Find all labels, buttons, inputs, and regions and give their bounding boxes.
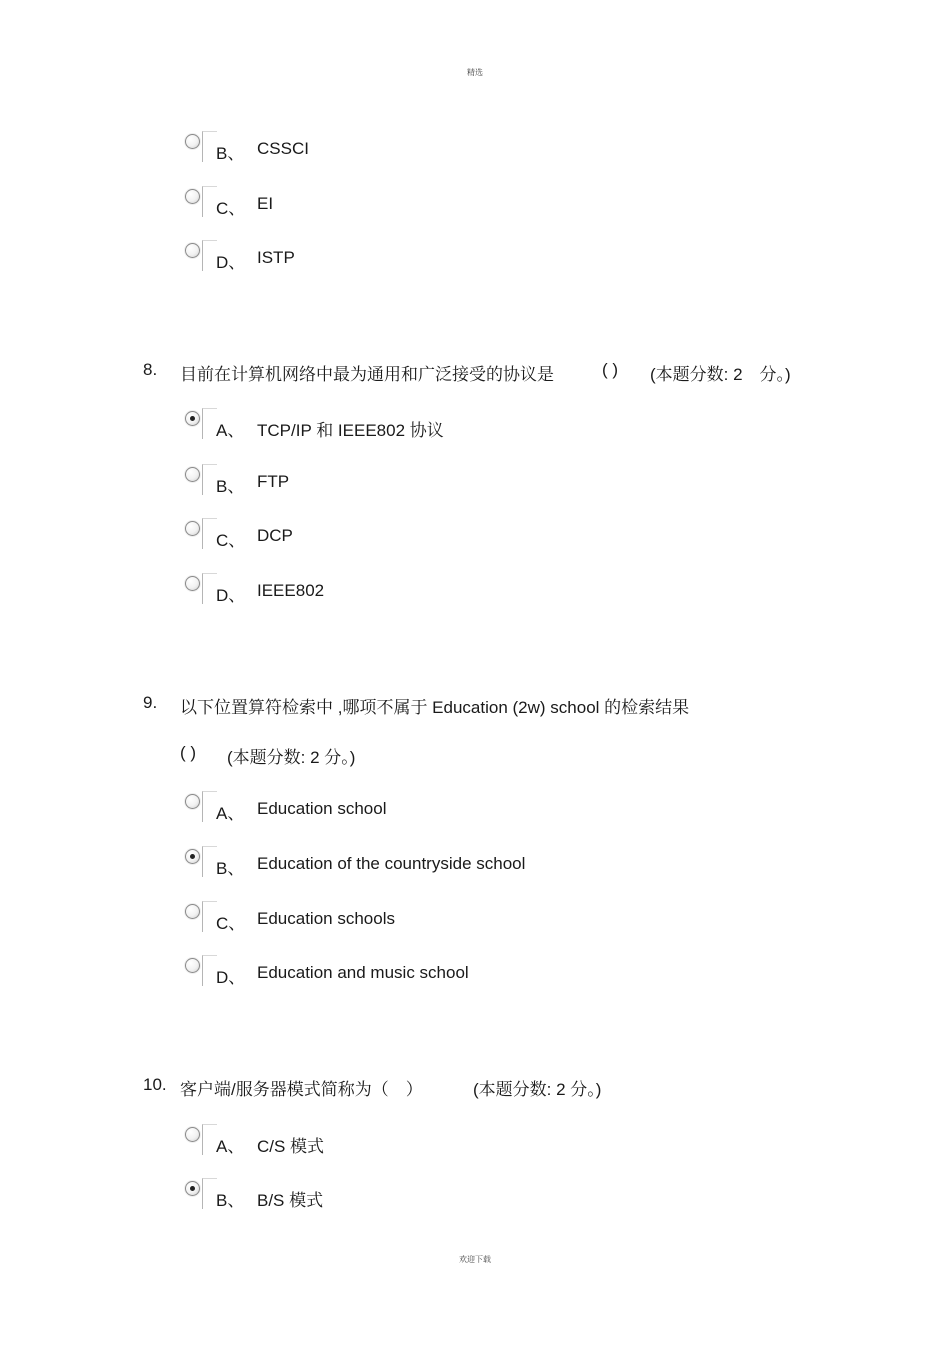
q7-option-b-radio[interactable] [185, 134, 200, 149]
footer-watermark: 欢迎下载 [459, 1255, 491, 1264]
q7-option-c-letter: C、 [216, 199, 246, 218]
q8-answer-paren: ( ) [602, 360, 619, 379]
q7-option-d-text: ISTP [257, 248, 295, 267]
option-frame [202, 408, 217, 439]
q9-option-b-letter: B、 [216, 859, 245, 878]
q9-number: 9. [143, 693, 158, 712]
option-frame [202, 901, 217, 932]
option-frame [202, 1124, 217, 1155]
q9-score: (本题分数: 2 分。) [227, 748, 356, 767]
header-watermark: 精选 [467, 68, 483, 77]
q9-option-b-text: Education of the countryside school [257, 854, 526, 873]
option-frame [202, 518, 217, 549]
q8-option-d-letter: D、 [216, 586, 246, 605]
q10-option-b-letter: B、 [216, 1191, 245, 1210]
q8-option-c-letter: C、 [216, 531, 246, 550]
q8-option-d-radio[interactable] [185, 576, 200, 591]
q7-option-c-text: EI [257, 194, 274, 213]
q8-option-d-text: IEEE802 [257, 581, 325, 600]
q7-option-b-letter: B、 [216, 144, 245, 163]
q9-option-d-text: Education and music school [257, 963, 469, 982]
q7-option-c-radio[interactable] [185, 189, 200, 204]
q10-option-b-text: B/S 模式 [257, 1191, 324, 1210]
q9-option-d-radio[interactable] [185, 958, 200, 973]
option-frame [202, 791, 217, 822]
q10-question-text: 客户端/服务器模式简称为（ ） [180, 1080, 423, 1099]
q7-option-b-text: CSSCI [257, 139, 309, 158]
q9-option-a-radio[interactable] [185, 794, 200, 809]
q10-option-a-text: C/S 模式 [257, 1137, 325, 1156]
q7-option-d-letter: D、 [216, 253, 246, 272]
q9-option-c-radio[interactable] [185, 904, 200, 919]
q8-number: 8. [143, 360, 158, 379]
q8-option-c-text: DCP [257, 526, 293, 545]
option-frame [202, 186, 217, 217]
q9-option-c-letter: C、 [216, 914, 246, 933]
q8-question-text: 目前在计算机网络中最为通用和广泛接受的协议是 [180, 365, 554, 384]
q8-option-b-letter: B、 [216, 477, 245, 496]
q8-score: (本题分数: 2 分。) [650, 365, 791, 384]
q9-question-text: 以下位置算符检索中 ,哪项不属于 Education (2w) school 的检索结果 [180, 698, 690, 717]
q9-option-a-text: Education school [257, 799, 387, 818]
option-frame [202, 573, 217, 604]
option-frame [202, 1178, 217, 1209]
q8-option-c-radio[interactable] [185, 521, 200, 536]
q8-option-a-letter: A、 [216, 421, 245, 440]
q9-answer-paren: ( ) [180, 743, 197, 762]
option-frame [202, 131, 217, 162]
q8-option-b-text: FTP [257, 472, 290, 491]
q8-option-a-radio[interactable] [185, 411, 200, 426]
q10-score: (本题分数: 2 分。) [473, 1080, 602, 1099]
q9-option-c-text: Education schools [257, 909, 395, 928]
q10-option-a-letter: A、 [216, 1137, 245, 1156]
q8-option-b-radio[interactable] [185, 467, 200, 482]
option-frame [202, 464, 217, 495]
q9-option-b-radio[interactable] [185, 849, 200, 864]
q10-option-a-radio[interactable] [185, 1127, 200, 1142]
option-frame [202, 240, 217, 271]
q9-option-d-letter: D、 [216, 968, 246, 987]
q8-option-a-text: TCP/IP 和 IEEE802 协议 [257, 421, 444, 440]
option-frame [202, 955, 217, 986]
q9-option-a-letter: A、 [216, 804, 245, 823]
q10-number: 10. [143, 1075, 167, 1094]
option-frame [202, 846, 217, 877]
q7-option-d-radio[interactable] [185, 243, 200, 258]
q10-option-b-radio[interactable] [185, 1181, 200, 1196]
